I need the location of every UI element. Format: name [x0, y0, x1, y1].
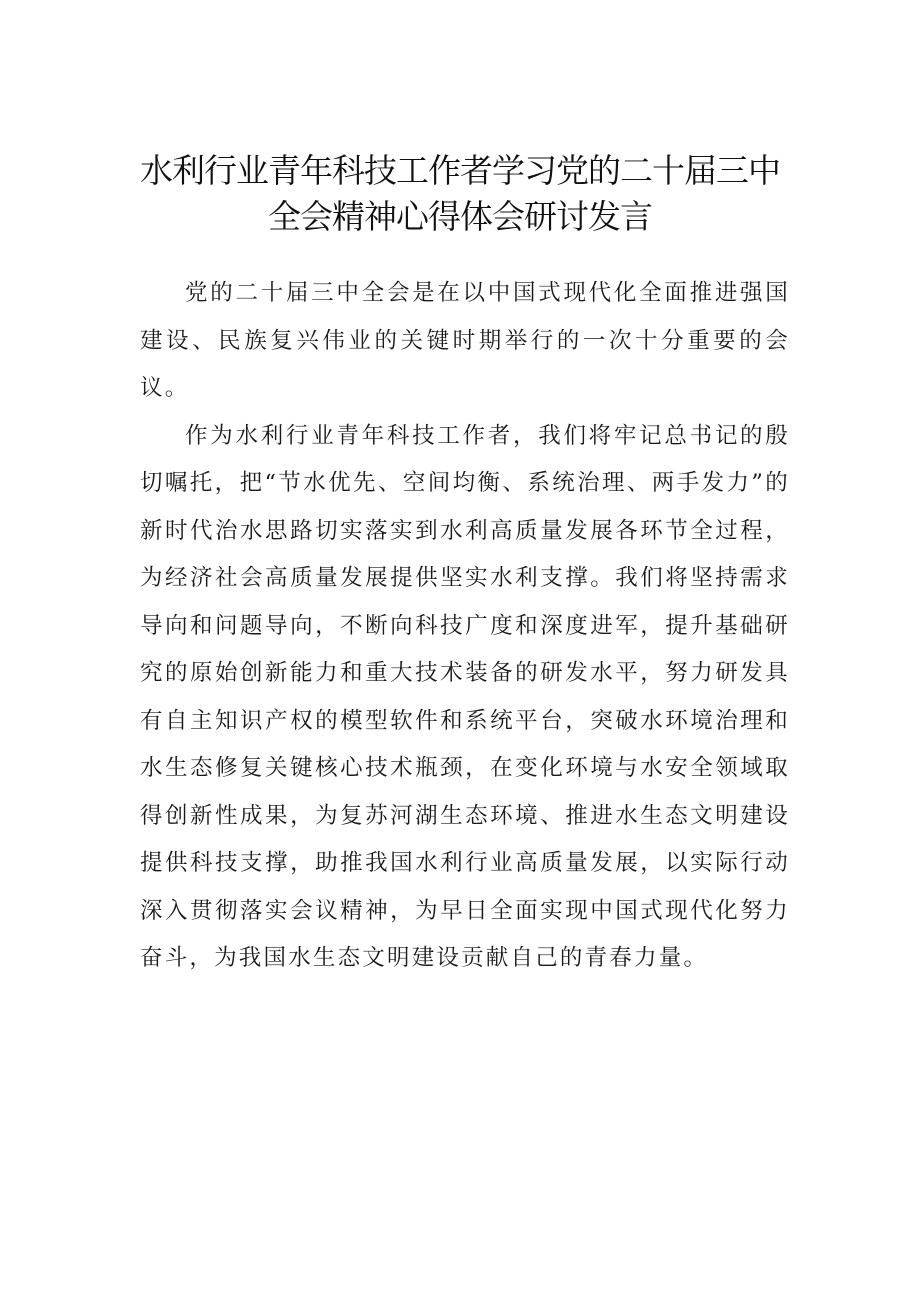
- title-line-1: 水利行业青年科技工作者学习党的二十届三中: [140, 151, 780, 190]
- paragraph-intro: 党的二十届三中全会是在以中国式现代化全面推进强国建设、民族复兴伟业的关键时期举行的一次十分重要的会议。: [140, 280, 790, 401]
- document-title: [0, 148, 920, 240]
- paragraph-main: 作为水利行业青年科技工作者，我们将牢记总书记的殷切嘱托，把“节水优先、空间均衡、系统治理、两手发力”的新时代治水思路切实落实到水利高质量发展各环节全过程，为经济社会高质量发展提供坚实水利支撑。我们将坚持需求导向和问题导向，不断向科技广度和深度进军，提升基础研究的原始创新能力和重大技术装备的研发水平，努力研发具有自主知识产权的模型软件和系统平台，突破水环境治理和水生态修复关键核心技术瓶颈，在变化环境与水安全领域取得创新性成果，为复苏河湖生态环境、推进水生态文明建设提供科技支撑，助推我国水利行业高质量发展，以实际行动深入贯彻落实会议精神，为早日全面实现中国式现代化努力奋斗，为我国水生态文明建设贡献自己的青春力量。: [140, 422, 790, 971]
- title-line-2: 全会精神心得体会研讨发言: [268, 197, 652, 236]
- document-body: [140, 270, 790, 983]
